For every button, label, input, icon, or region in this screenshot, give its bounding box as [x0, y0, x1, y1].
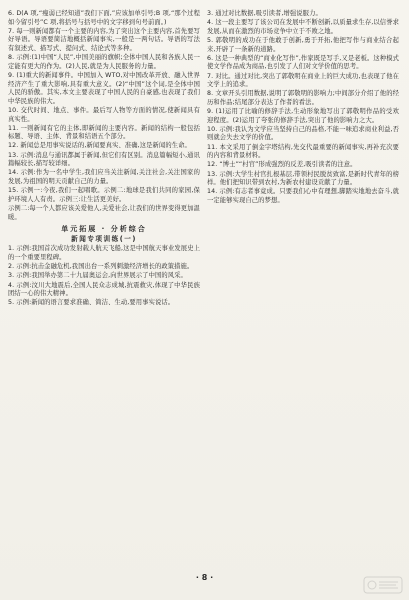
answer-item: 7. 对比。通过对比,突出了郭敬明在商业上的巨大成功,也表现了他在文学上的追求。: [207, 72, 399, 89]
answer-item: 11. 本文采用了倒金字塔结构,先交代最重要的新闻事实,再补充次要的内容和背景材料。: [207, 143, 399, 160]
watermark-stamp: [363, 576, 403, 594]
answer-item: 10. 示例:我认为文学应当坚持自己的品格,不能一味追求商业利益,否则就会失去文学的价值。: [207, 125, 399, 142]
answer-item: 4. 这一段主要写了该公司在发展中不断创新,以质量求生存,以信誉求发展,从而在激烈的市场竞争中立于不败之地。: [207, 19, 399, 35]
answer-item: 15. 示例一:今夜,我们一起唱歌。示例二:地球是我们共同的家园,保护环境人人有责。示例三:让生活更美好。: [8, 187, 200, 203]
answer-item: 示例二:每一个人都应该关爱他人,关爱社会,让我们的世界变得更加温暖。: [8, 205, 200, 221]
answer-item: 9. (1)重大的新闻事件。中国加入 WTO,对中国改革开放、融入世界经济产生了重大影响,具有重大意义。(2)“中国”这个词,是全体中国人民的骄傲。其实,本文主要表现了中国人民的自豪感,也表现了我们中华民族的伟大。: [8, 71, 200, 105]
right-column: [207, 10, 399, 206]
answer-item: 8. 示例:(1)中国“人民”,中国美丽的旗帜;全体中国人民和各族人民一定能有更大的作为。(2)人民,就是为人民服务的力量。: [8, 54, 200, 70]
answer-item: 7. 每一则新闻都有一个主要的内容,为了突出这个主要内容,首先要写好导语。导语要简洁地概括新闻事实,一般是一两句话。导语的写法有叙述式、描写式、提问式、结论式等多种。: [8, 27, 200, 52]
left-column: [8, 10, 200, 309]
answer-item: 11. 一则新闻有它的主体,即新闻的主要内容。新闻的结构一般包括标题、导语、主体、背景和结语五个部分。: [8, 124, 200, 141]
answer-item: 9. (1)运用了比喻的修辞手法,生动形象地写出了郭敬明作品的受欢迎程度。(2)运用了夸张的修辞手法,突出了他的影响力之大。: [207, 108, 399, 124]
answer-item: 6. D(A 项,“瘦弱已经知道”我们下面,”应该加单引号;B 项,“那个过程如今留引号”C 项,将括号与括号中的文字移到句号前面。): [8, 10, 200, 26]
answer-item: 5. 示例:新闻的语言要求准确、简洁、生动,要用事实说话。: [8, 299, 175, 307]
section-title: 单元拓展 · 分析综合: [61, 225, 147, 234]
answer-item: 14. 示例:有志者事竟成。只要我们心中有理想,脚踏实地地去奋斗,就一定能够实现自己的梦想。: [207, 188, 399, 204]
answer-item: 13. 示例:消息与通讯都属于新闻,但它们有区别。消息篇幅短小,通讯篇幅较长,描写较详细。: [8, 151, 200, 168]
answer-item: 10. 交代时间、地点、事件。最后写人物等方面的情况,使新闻具有真实性。: [8, 106, 200, 123]
answer-item: 3. 示例:我国举办第二十九届奥运会,向世界展示了中国的风采。: [8, 272, 187, 280]
page-number: · 8 ·: [195, 573, 214, 582]
answer-item: 6. 这是一种典型的“商业化写作”,作家既是写手,又是老板。这种模式使文学作品成为商品,也引发了人们对文学价值的思考。: [207, 54, 399, 71]
answer-item: 14. 示例:作为一名中学生,我们应当关注新闻,关注社会,关注国家的发展,为祖国的明天贡献自己的力量。: [8, 169, 200, 186]
answer-item: 12. “博士”“村官”形成强烈的反差,吸引读者的注意。: [207, 161, 357, 169]
answer-item: 5. 郭敬明的成功在于他敢于创新,勇于开拓,他把写作与商业结合起来,开辟了一条新的道路。: [207, 36, 399, 53]
answer-item: 3. 通过对比数据,吸引读者,增强说服力。: [207, 10, 322, 17]
section-subtitle: 新闻专项训练(一): [71, 234, 137, 243]
answer-item: 8. 文章开头引用数据,说明了郭敬明的影响力;中间部分介绍了他的经历和作品;结尾部分表达了作者的看法。: [207, 90, 399, 106]
answer-item: 4. 示例:汶川大地震后,全国人民众志成城,抗震救灾,体现了中华民族团结一心的伟大精神。: [8, 281, 200, 298]
answer-item: 12. 新闻总是用事实说话的,新闻要真实、准确,这是新闻的生命。: [8, 142, 191, 150]
answer-item: 1. 示例:我国首次成功发射载人航天飞船,这是中国航天事业发展史上的一个重要里程碑。: [8, 245, 200, 261]
answer-item: 2. 示例:抗击金融危机,我国出台一系列刺激经济增长的政策措施。: [8, 263, 194, 271]
answer-item: 13. 示例:大学生村官扎根基层,带领村民脱贫致富,是新时代青年的榜样。他们把知识带到农村,为新农村建设贡献了力量。: [207, 170, 399, 187]
